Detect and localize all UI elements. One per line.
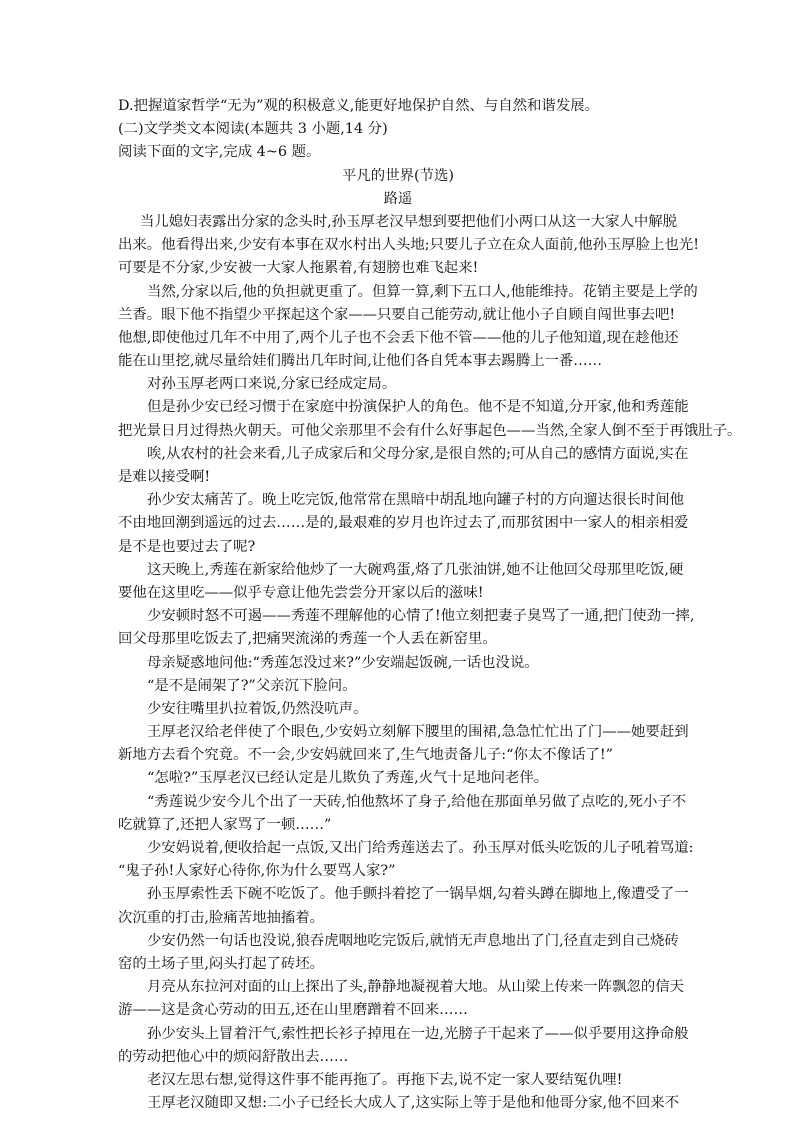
text-line: “是不是闹架了?”父亲沉下脸问。 [147,677,357,694]
text-line: 对孙玉厚老两口来说,分家已经成定局。 [147,376,397,393]
text-line: 要他在这里吃——似乎专意让他先尝尝分开家以后的滋味! [118,584,484,601]
text-line: D.把握道家哲学“无为”观的积极意义,能更好地保护自然、与自然和谐发展。 [118,98,599,114]
text-line: “怎啦?”玉厚老汉已经认定是儿欺负了秀莲,火气十足地问老伴。 [147,770,549,787]
text-line: 次沉重的打击,脸痛苦地抽搐着。 [118,909,325,926]
text-line: 把光景日月过得热火朝天。可他父亲那里不会有什么好事起色——当然,全家人倒不至于再饿肚子。 [118,422,742,439]
text-line: 但是孙少安已经习惯于在家庭中扮演保护人的角色。他不是不知道,分开家,他和秀莲能 [147,399,689,416]
text-line: 是不是也要过去了呢? [118,538,256,555]
text-line: 当儿媳妇表露出分家的念头时,孙玉厚老汉早想到要把他们小两口从这一大家人中解脱 [140,213,678,230]
text-line: 当然,分家以后,他的负担就更重了。但算一算,剩下五口人,他能维持。花销主要是上学的 [147,283,698,300]
text-line: “秀莲说少安今儿个出了一天砖,怕他熬坏了身子,给他在那面单另做了点吃的,死小子不 [147,793,687,810]
article-author: 路遥 [383,190,413,207]
text-line: 阅读下面的文字,完成 4~6 题。 [118,144,321,161]
text-line: 不由地回潮到遥远的过去……是的,最艰难的岁月也许过去了,而那贫困中一家人的相亲相爱 [118,515,689,532]
text-line: 游——这是贪心劳动的田五,还在山里磨蹭着不回来…… [118,1002,468,1019]
text-line: 少安往嘴里扒拉着饭,仍然没吭声。 [147,700,368,717]
text-line: 是难以接受啊! [118,469,211,485]
text-line: 可要是不分家,少安被一大家人拖累着,有翅膀也难飞起来! [118,260,479,277]
text-line: 他想,即使他过几年不中用了,两个儿子也不会丢下他不管——他的儿子他知道,现在趁他还 [118,329,679,346]
text-line: 母亲疑惑地问他:“秀莲怎没过来?”少安端起饭碗,一话也没说。 [147,654,539,671]
text-line: 窑的土场子里,闷头打起了砖坯。 [118,955,325,972]
text-line: 这天晚上,秀莲在新家给他炒了一大碗鸡蛋,烙了几张油饼,她不让他回父母那里吃饭,硬 [147,561,684,578]
text-line: 孙玉厚索性丢下碗不吃饭了。他手颤抖着挖了一锅旱烟,勾着头蹲在脚地上,像遭受了一 [147,886,689,903]
article-title: 平凡的世界(节选) [342,167,454,184]
text-line: 能在山里挖,就尽量给娃们腾出几年时间,让他们各自凭本事去踢腾上一番…… [118,353,603,370]
text-line: 老汉左思右想,觉得这件事不能再拖了。再拖下去,说不定一家人要结冤仇哩! [147,1071,623,1088]
text-line: 孙少安头上冒着汗气,索性把长衫子掉甩在一边,光膀子干起来了——似乎要用这挣命般 [147,1025,689,1042]
text-line: “鬼子孙!人家好心待你,你为什么要骂人家?” [118,863,396,880]
text-line: 少安妈说着,便收拾起一点饭,又出门给秀莲送去了。孙玉厚对低头吃饭的儿子吼着骂道: [147,840,694,856]
text-line: 回父母那里吃饭去了,把痛哭流涕的秀莲一个人丢在新窑里。 [118,631,497,648]
text-line: 兰香。眼下他不指望少平探起这个家——只要自己能劳动,就让他小子自顾自闯世事去吧! [118,306,676,323]
text-line: 唉,从农村的社会来看,儿子成家后和父母分家,是很自然的;可从自己的感情方面说,实在 [147,445,689,462]
text-line: 月亮从东拉河对面的山上探出了头,静静地凝视着大地。从山梁上传来一阵飘忽的信天 [147,979,685,996]
text-line: 少安仍然一句话也没说,狼吞虎咽地吃完饭后,就悄无声息地出了门,径直走到自己烧砖 [147,932,679,949]
text-line: 王厚老汉给老伴使了个眼色,少安妈立刻解下腰里的围裙,急急忙忙出了门——她要赶到 [147,724,689,741]
document-page [118,95,742,1115]
text-line: (二)文学类文本阅读(本题共 3 小题,14 分) [118,121,388,138]
text-line: 少安顿时怒不可遏——秀莲不理解他的心情了!他立刻把妻子臭骂了一通,把门使劲一摔, [147,608,695,625]
text-line: 出来。他看得出来,少安有本事在双水村出人头地;只要儿子立在众人面前,他孙玉厚脸上也光! [118,237,700,254]
text-line: 的劳动把他心中的烦闷舒散出去…… [118,1048,349,1065]
text-line: 王厚老汉随即又想:二小子已经长大成人了,这实际上等于是他和他哥分家,他不回来不 [147,1095,680,1112]
text-line: 吃就算了,还把人家骂了一顿……” [118,816,332,833]
text-line: 孙少安太痛苦了。晚上吃完饭,他常常在黑暗中胡乱地向罐子村的方向遛达很长时间他 [147,492,685,509]
text-line: 新地方去看个究竟。不一会,少安妈就回来了,生气地责备儿子:“你太不像话了!” [118,747,613,764]
